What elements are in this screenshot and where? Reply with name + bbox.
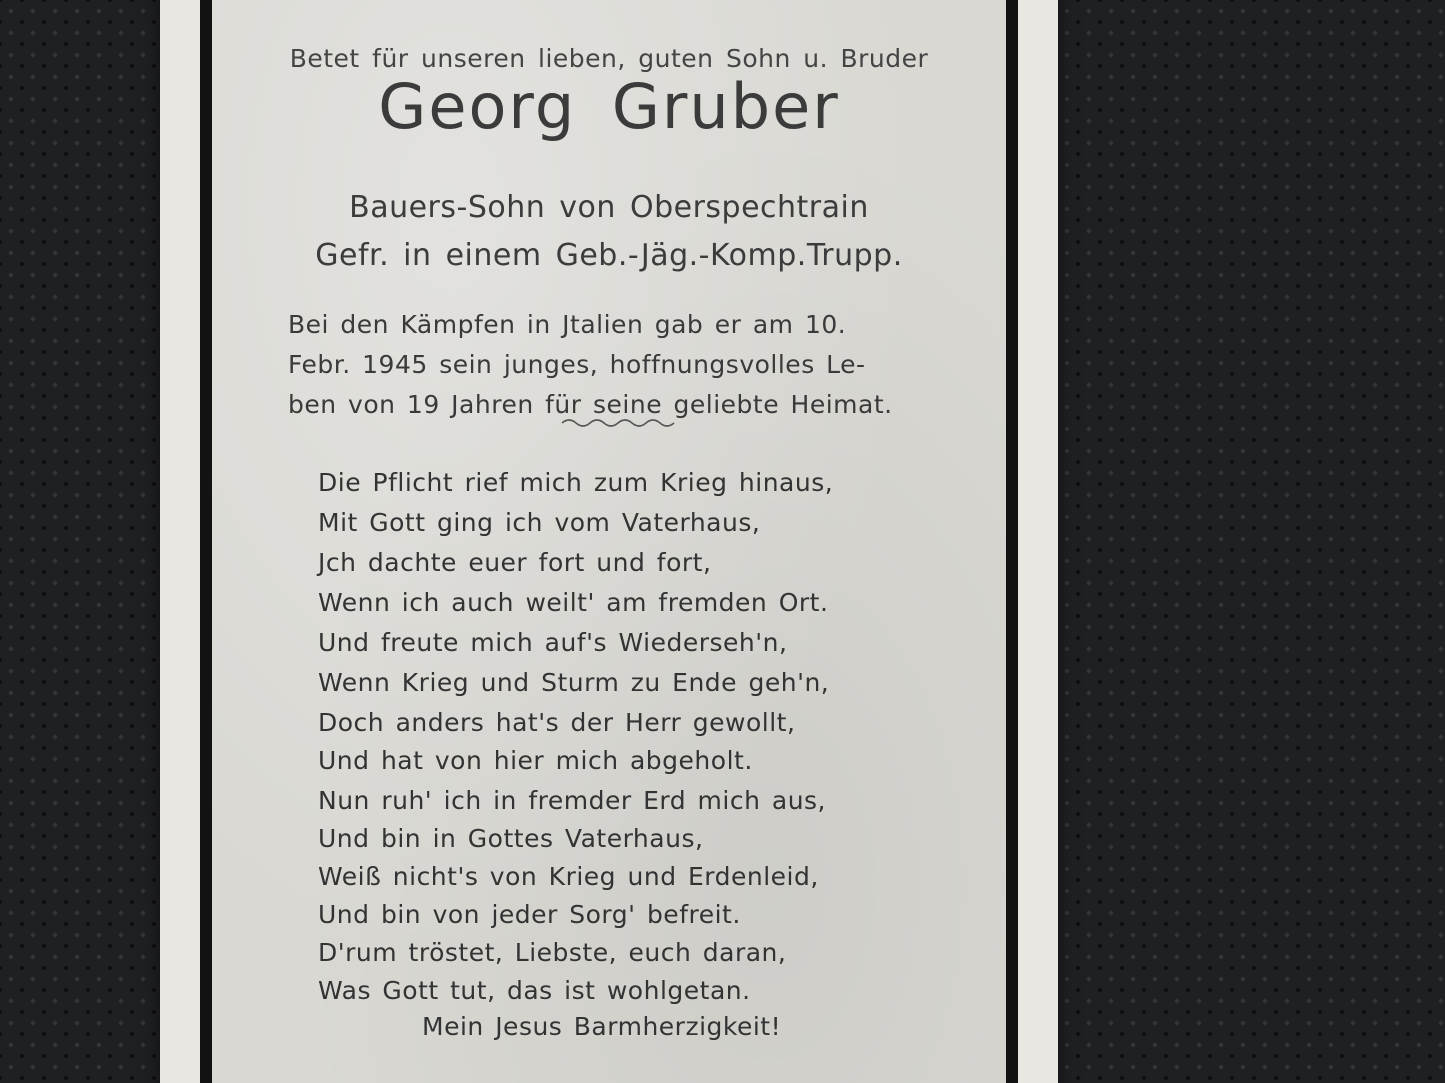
- verse-line: D'rum tröstet, Liebste, euch daran,: [318, 938, 787, 967]
- deceased-name: Georg Gruber: [378, 70, 840, 143]
- verse-line: Was Gott tut, das ist wohlgetan.: [318, 976, 751, 1005]
- card-paper: [212, 0, 1006, 1083]
- body-line: ben von 19 Jahren für seine geliebte Heimat.: [288, 390, 893, 419]
- verse-line: Wenn ich auch weilt' am fremden Ort.: [318, 588, 829, 617]
- verse-line: Und bin von jeder Sorg' befreit.: [318, 900, 741, 929]
- subtitle-line: Bauers-Sohn von Oberspechtrain: [349, 190, 869, 225]
- verse-line: Und freute mich auf's Wiederseh'n,: [318, 628, 788, 657]
- intro-line: Betet für unseren lieben, guten Sohn u. Bruder: [289, 44, 929, 73]
- verse-line: Die Pflicht rief mich zum Krieg hinaus,: [318, 468, 834, 497]
- verse-line: Und hat von hier mich abgeholt.: [318, 746, 753, 775]
- verse-line: Weiß nicht's von Krieg und Erdenleid,: [318, 862, 819, 891]
- body-line: Febr. 1945 sein junges, hoffnungsvolles Le-: [288, 350, 866, 379]
- verse-line: Nun ruh' ich in fremder Erd mich aus,: [318, 786, 827, 815]
- closing-prayer: Mein Jesus Barmherzigkeit!: [422, 1012, 782, 1041]
- mourning-border: [200, 0, 1018, 1083]
- verse-line: Wenn Krieg und Sturm zu Ende geh'n,: [318, 668, 830, 697]
- verse-line: Mit Gott ging ich vom Vaterhaus,: [318, 508, 761, 537]
- wave-ornament: [560, 416, 680, 430]
- subtitle-line: Gefr. in einem Geb.-Jäg.-Komp.Trupp.: [315, 238, 903, 273]
- memorial-card: [160, 0, 1058, 1083]
- verse-line: Jch dachte euer fort und fort,: [318, 548, 712, 577]
- verse-line: Und bin in Gottes Vaterhaus,: [318, 824, 704, 853]
- body-line: Bei den Kämpfen in Jtalien gab er am 10.: [288, 310, 847, 339]
- verse-line: Doch anders hat's der Herr gewollt,: [318, 708, 796, 737]
